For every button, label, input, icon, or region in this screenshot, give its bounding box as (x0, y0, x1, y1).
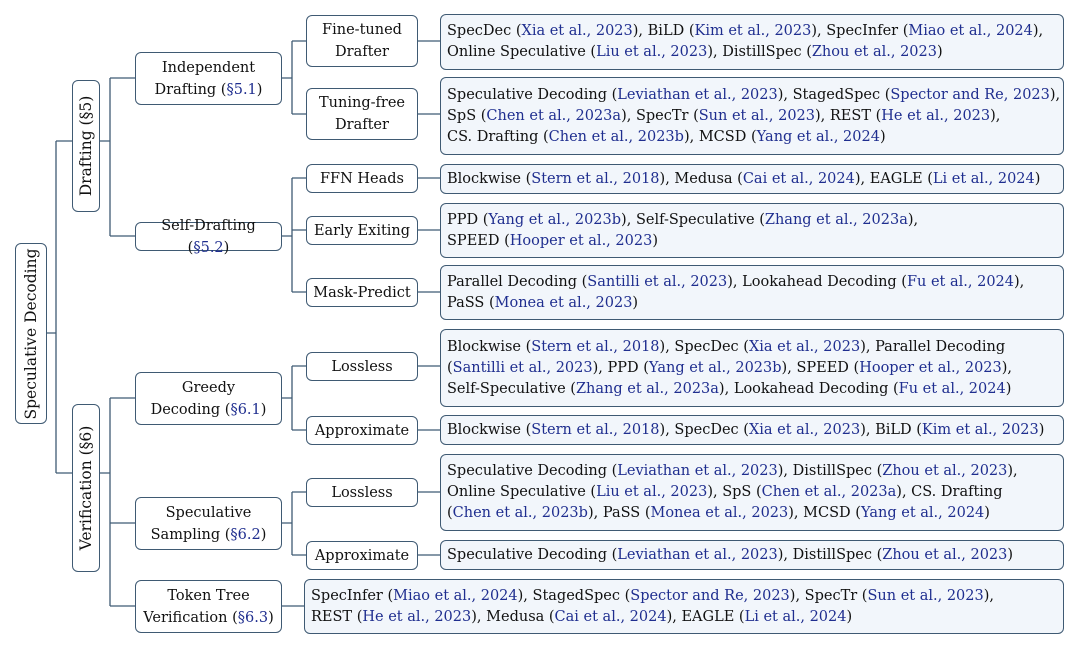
category-label: Approximate (314, 422, 410, 439)
punctuation: ), (815, 107, 830, 124)
citation-link[interactable]: Chen et al., 2023b (452, 505, 588, 521)
method-name: Blockwise ( (447, 338, 532, 355)
method-name: StagedSpec ( (532, 587, 631, 604)
method-name: ( (447, 359, 453, 376)
punctuation: ), (666, 608, 682, 625)
section-ref: §6.3 (237, 609, 269, 626)
root-node-speculative-decoding (15, 243, 47, 424)
method-name: Speculative Decoding ( (447, 463, 618, 479)
category-early-exiting (306, 216, 418, 245)
subgroup-self-drafting (135, 217, 282, 256)
category-greedy-approximate (306, 416, 418, 445)
citation-link[interactable]: Chen et al., 2023b (548, 128, 684, 145)
citation-link[interactable]: Liu et al., 2023 (596, 484, 708, 500)
citation-link[interactable]: Zhang et al., 2023a (575, 380, 719, 397)
punctuation: ), (727, 273, 743, 290)
punctuation: ) (652, 232, 658, 249)
method-name: MCSD ( (698, 128, 757, 145)
citation-line (447, 420, 1057, 441)
citation-link[interactable]: Stern et al., 2018 (531, 170, 660, 187)
method-name: SpecDec ( (674, 421, 749, 438)
category-greedy-lossless (306, 352, 418, 381)
citation-link[interactable]: He et al., 2023 (881, 107, 991, 124)
subgroup-line: Token Tree (167, 587, 250, 604)
leaf-tuning-free (440, 77, 1064, 155)
citation-link[interactable]: Zhou et al., 2023 (811, 44, 937, 60)
citation-link[interactable]: Stern et al., 2018 (531, 421, 660, 438)
method-name: SpecInfer ( (826, 23, 909, 39)
punctuation: ) (1034, 170, 1041, 187)
citation-link[interactable]: Xia et al., 2023 (748, 421, 861, 438)
category-ffn-heads (306, 164, 418, 193)
citation-line (447, 293, 1057, 314)
punctuation: ), (854, 170, 870, 187)
method-name: Medusa ( (486, 608, 555, 625)
method-name: PPD ( (607, 359, 649, 376)
citation-link[interactable]: Yang et al., 2024 (756, 128, 880, 145)
method-name: CS. Drafting (911, 484, 1003, 500)
group-label-verification: Verification (§6) (77, 425, 95, 551)
connector-self-drafting (282, 178, 306, 292)
punctuation: ), (789, 587, 805, 604)
leaf-greedy-lossless (440, 329, 1064, 407)
punctuation: ) (1005, 380, 1012, 397)
punctuation: ), (632, 23, 648, 39)
connector-greedy (282, 366, 306, 430)
subgroup-token-tree-verification (135, 580, 282, 633)
subgroup-independent-drafting (135, 52, 282, 105)
punctuation: ), (1014, 273, 1025, 290)
category-fine-tuned-drafter (306, 15, 418, 67)
method-name: Speculative Decoding ( (447, 546, 618, 563)
punctuation: ), (621, 107, 636, 124)
subgroup-line: Verification (§6.3) (143, 609, 274, 626)
citation-line (311, 607, 1057, 628)
method-name: BiLD ( (875, 421, 922, 438)
citation-link[interactable]: Sun et al., 2023 (867, 587, 984, 604)
method-name: Parallel Decoding ( (447, 273, 588, 290)
category-sampling-approximate (306, 541, 418, 570)
subgroup-line: Decoding (§6.1) (150, 401, 267, 418)
punctuation: ), (788, 505, 804, 521)
method-name: SpS ( (447, 107, 487, 124)
punctuation: ), (860, 421, 876, 438)
punctuation: ), (517, 587, 533, 604)
category-label: Early Exiting (313, 222, 411, 239)
connector-sampling (282, 492, 306, 555)
citation-link[interactable]: Li et al., 2024 (932, 170, 1035, 187)
connector-drafting (100, 78, 135, 236)
subgroup-line: Sampling (§6.2) (150, 526, 267, 543)
citation-link[interactable]: Yang et al., 2023b (488, 211, 622, 228)
citation-link[interactable]: Spector and Re, 2023 (630, 587, 790, 604)
punctuation: ), (1049, 86, 1061, 103)
citation-link[interactable]: Yang et al., 2023b (648, 359, 782, 376)
punctuation: ) (846, 608, 853, 625)
method-name: Parallel Decoding (875, 338, 1006, 355)
section-ref: §6.2 (230, 526, 261, 543)
citation-link[interactable]: Miao et al., 2024 (908, 23, 1033, 39)
punctuation: ), (860, 338, 876, 355)
method-name: Self-Speculative ( (635, 211, 765, 228)
citation-line (447, 210, 1057, 231)
group-node-verification (72, 404, 100, 572)
citation-line (447, 85, 1061, 106)
citation-link[interactable]: Zhou et al., 2023 (882, 546, 1008, 563)
citation-line (447, 379, 1057, 400)
citation-line (447, 169, 1057, 190)
category-line: Drafter (335, 117, 389, 133)
subgroup-line: Self-Drafting (§5.2) (161, 217, 256, 256)
punctuation: ), (587, 505, 603, 521)
method-name: BiLD ( (647, 23, 695, 39)
citation-line (311, 586, 1057, 607)
leaf-greedy-approximate (440, 415, 1064, 445)
citation-link[interactable]: Kim et al., 2023 (694, 23, 812, 39)
punctuation: ), (990, 107, 1001, 124)
method-name: Lookahead Decoding ( (733, 380, 899, 397)
leaf-fine-tuned (440, 14, 1064, 70)
category-tuning-free-drafter (306, 88, 418, 140)
punctuation: ) (1038, 421, 1045, 438)
punctuation: ), (659, 421, 675, 438)
method-name: REST ( (829, 107, 882, 124)
method-name: SpS ( (722, 484, 762, 500)
punctuation: ), (683, 128, 699, 145)
punctuation: ), (1001, 359, 1013, 376)
method-name: SpecDec ( (447, 23, 522, 39)
citation-link[interactable]: Yang et al., 2024 (860, 505, 985, 521)
root-label: Speculative Decoding (22, 247, 40, 420)
method-name: SpecTr ( (635, 107, 699, 124)
citation-line (447, 106, 1057, 127)
section-ref: §5.2 (193, 239, 224, 256)
method-name: SPEED ( (796, 359, 860, 376)
method-name: CS. Drafting ( (447, 128, 549, 145)
punctuation: ), (983, 587, 994, 604)
citation-link[interactable]: Hooper et al., 2023 (509, 232, 653, 249)
citation-line (447, 272, 1057, 293)
punctuation: ), (718, 380, 734, 397)
category-mask-predict (306, 278, 418, 307)
citation-link[interactable]: Leviathan et al., 2023 (617, 86, 778, 103)
method-name: PaSS ( (447, 294, 495, 311)
leaf-sampling-approximate (440, 540, 1064, 570)
punctuation: ), (777, 546, 793, 563)
category-line: Drafter (335, 44, 389, 60)
citation-link[interactable]: Liu et al., 2023 (596, 44, 708, 60)
punctuation: ), (781, 359, 797, 376)
method-name: Self-Speculative ( (447, 380, 576, 397)
punctuation: ), (621, 211, 636, 228)
citation-link[interactable]: Santilli et al., 2023 (587, 273, 728, 290)
method-name: Speculative Decoding ( (447, 86, 618, 103)
citation-link[interactable]: Monea et al., 2023 (494, 294, 633, 311)
section-ref: §5.1 (226, 81, 257, 98)
punctuation: ), (707, 484, 723, 500)
method-name: Medusa ( (674, 170, 743, 187)
citation-link[interactable]: Zhang et al., 2023a (764, 211, 908, 228)
connector-verification (100, 398, 135, 606)
leaf-sampling-lossless (440, 454, 1064, 531)
method-name: DistillSpec ( (722, 44, 812, 60)
punctuation: ), (471, 608, 487, 625)
method-name: PPD ( (447, 211, 489, 228)
citation-link[interactable]: Fu et al., 2024 (898, 380, 1006, 397)
method-name: StagedSpec ( (792, 86, 891, 103)
citation-link[interactable]: Sun et al., 2023 (698, 107, 815, 124)
citation-line (447, 503, 1057, 524)
citation-line (447, 461, 1057, 482)
category-label: Approximate (314, 547, 410, 564)
citation-link[interactable]: Leviathan et al., 2023 (617, 463, 778, 479)
citation-link[interactable]: Leviathan et al., 2023 (617, 546, 778, 563)
method-name: SpecDec ( (674, 338, 749, 355)
punctuation: ), (811, 23, 827, 39)
method-name: Online Speculative ( (447, 44, 597, 60)
category-line: Tuning-free (319, 95, 405, 111)
punctuation: ), (777, 86, 793, 103)
citation-link[interactable]: Monea et al., 2023 (650, 505, 789, 521)
group-label-drafting: Drafting (§5) (77, 95, 95, 197)
punctuation: ), (907, 211, 919, 228)
category-sampling-lossless (306, 478, 418, 507)
citation-line (447, 482, 1057, 503)
citation-link[interactable]: Chen et al., 2023a (486, 107, 622, 124)
method-name: Blockwise ( (447, 421, 532, 438)
citation-link[interactable]: Li et al., 2024 (744, 608, 847, 625)
citation-link[interactable]: Chen et al., 2023a (761, 484, 897, 500)
method-name: Online Speculative ( (447, 484, 597, 500)
category-label: Lossless (331, 358, 393, 375)
method-name: DistillSpec ( (792, 463, 883, 479)
section-ref: §6.1 (230, 401, 261, 418)
citation-link[interactable]: Fu et al., 2024 (906, 273, 1015, 290)
punctuation: ) (632, 294, 639, 311)
citation-link[interactable]: Xia et al., 2023 (521, 23, 633, 39)
subgroup-line: Independent (161, 59, 256, 76)
category-label: Mask-Predict (313, 284, 411, 301)
citation-link[interactable]: Santilli et al., 2023 (452, 359, 593, 376)
method-name: DistillSpec ( (792, 546, 883, 563)
citation-link[interactable]: Zhou et al., 2023 (882, 463, 1008, 479)
subgroup-line: Speculative (165, 504, 252, 521)
method-name: SPEED ( (447, 232, 510, 249)
method-name: SpecTr ( (804, 587, 868, 604)
citation-line (447, 21, 1057, 42)
punctuation: ), (707, 44, 723, 60)
method-name: Lookahead Decoding ( (742, 273, 907, 290)
category-label: Lossless (331, 484, 393, 501)
punctuation: ) (984, 505, 990, 521)
leaf-mask-predict (440, 265, 1064, 320)
citation-link[interactable]: Hooper et al., 2023 (859, 359, 1002, 376)
citation-line (447, 358, 1057, 379)
punctuation: ) (1007, 546, 1014, 563)
punctuation: ), (1007, 463, 1018, 479)
citation-link[interactable]: Cai et al., 2024 (554, 608, 667, 625)
subgroup-line: Greedy (181, 379, 236, 396)
category-label: FFN Heads (319, 170, 404, 187)
method-name: SpecInfer ( (311, 587, 394, 604)
citation-link[interactable]: Kim et al., 2023 (921, 421, 1039, 438)
leaf-early-exiting (440, 203, 1064, 258)
citation-line (447, 127, 1057, 148)
punctuation: ), (659, 170, 675, 187)
citation-link[interactable]: Cai et al., 2024 (742, 170, 855, 187)
punctuation: ), (1032, 23, 1044, 39)
punctuation: ), (777, 463, 793, 479)
method-name: REST ( (311, 608, 363, 625)
leaf-token-tree (304, 579, 1064, 634)
citation-link[interactable]: Spector and Re, 2023 (890, 86, 1050, 103)
citation-line (447, 337, 1057, 358)
method-name: ( (447, 505, 453, 521)
method-name: MCSD ( (803, 505, 861, 521)
connector-independent (282, 41, 306, 114)
method-name: PaSS ( (602, 505, 651, 521)
citation-link[interactable]: Miao et al., 2024 (393, 587, 518, 604)
method-name: EAGLE ( (869, 170, 933, 187)
subgroup-greedy-decoding (135, 372, 282, 425)
punctuation: ) (879, 128, 886, 145)
citation-line (447, 42, 1057, 63)
punctuation: ), (592, 359, 608, 376)
citation-link[interactable]: Xia et al., 2023 (748, 338, 861, 355)
punctuation: ), (896, 484, 912, 500)
method-name: Blockwise ( (447, 170, 532, 187)
leaf-ffn-heads (440, 164, 1064, 194)
punctuation: ) (936, 44, 943, 60)
citation-link[interactable]: Stern et al., 2018 (531, 338, 660, 355)
group-node-drafting (72, 80, 100, 212)
punctuation: ), (659, 338, 675, 355)
citation-line (447, 545, 1057, 566)
category-line: Fine-tuned (322, 22, 402, 38)
citation-link[interactable]: He et al., 2023 (362, 608, 472, 625)
subgroup-speculative-sampling (135, 497, 282, 550)
citation-line (447, 231, 1057, 252)
method-name: EAGLE ( (681, 608, 745, 625)
subgroup-line: Drafting (§5.1) (154, 81, 263, 98)
